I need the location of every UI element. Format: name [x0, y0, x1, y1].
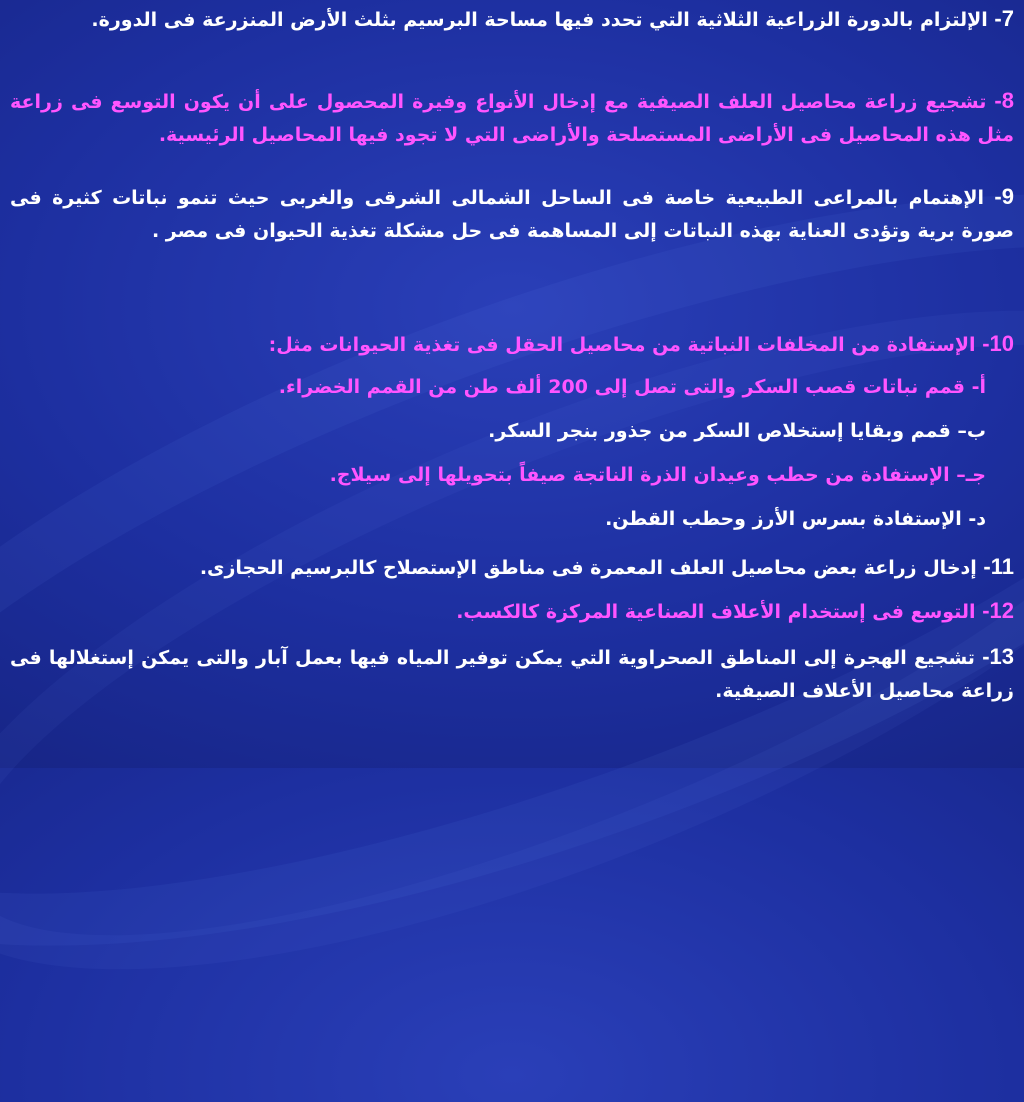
item-text: جـ– الإستفادة من حطب وعيدان الذرة الناتجة صيفاً بتحويلها إلى سيلاج.	[329, 464, 986, 486]
item-number: 13-	[982, 644, 1014, 669]
item-text: الإستفادة من المخلفات النباتية من محاصيل الحقل فى تغذية الحيوانات مثل:	[268, 334, 983, 356]
item-text: د- الإستفادة بسرس الأرز وحطب القطن.	[605, 508, 986, 530]
item-text: تشجيع زراعة محاصيل العلف الصيفية مع إدخال الأنواع وفيرة المحصول على أن يكون التوسع فى زراعة مثل هذه المحاصيل فى الأراضى المستصلحة والأراضى التي لا تجود فيها المحاصيل الرئيسية.	[10, 91, 1014, 146]
item-number: 12-	[982, 598, 1014, 623]
list-item-8	[10, 84, 1014, 152]
list-item-10	[10, 327, 1014, 362]
item-number: 8-	[994, 88, 1014, 113]
sub-item-c	[10, 459, 986, 492]
item-number: 11-	[983, 554, 1014, 579]
item-text: أ- قمم نباتات قصب السكر والتى تصل إلى 200 ألف طن من القمم الخضراء.	[278, 376, 986, 398]
list-item-11	[10, 550, 1014, 585]
item-text: إدخال زراعة بعض محاصيل العلف المعمرة فى مناطق الإستصلاح كالبرسيم الحجازى.	[199, 557, 984, 579]
list-item-7	[10, 2, 1014, 37]
item-number: 7-	[994, 6, 1014, 31]
list-item-9	[10, 180, 1014, 248]
item-text: الإلتزام بالدورة الزراعية الثلاثية التي تحدد فيها مساحة البرسيم بثلث الأرض المنزرعة فى الدورة.	[91, 9, 995, 31]
list-item-13	[10, 640, 1014, 708]
item-text: الإهتمام بالمراعى الطبيعية خاصة فى الساحل الشمالى الشرقى والغربى حيث تنمو نباتات كثيرة فى صورة برية وتؤدى العناية بهذه النباتات إلى المساهمة فى حل مشكلة تغذية الحيوان فى مصر .	[10, 187, 1014, 242]
item-text: التوسع فى إستخدام الأعلاف الصناعية المركزة كالكسب.	[456, 601, 983, 623]
item-text: تشجيع الهجرة إلى المناطق الصحراوية التي يمكن توفير المياه فيها بعمل آبار والتى يمكن إستغلالها فى زراعة محاصيل الأعلاف الصيفية.	[10, 647, 1014, 702]
item-text: ب– قمم وبقايا إستخلاص السكر من جذور بنجر السكر.	[488, 420, 986, 442]
item-number: 10-	[982, 331, 1014, 356]
list-item-12	[10, 594, 1014, 629]
sub-item-b	[10, 415, 986, 448]
sub-item-a	[10, 371, 986, 404]
sub-item-d	[10, 503, 986, 536]
item-number: 9-	[994, 184, 1014, 209]
